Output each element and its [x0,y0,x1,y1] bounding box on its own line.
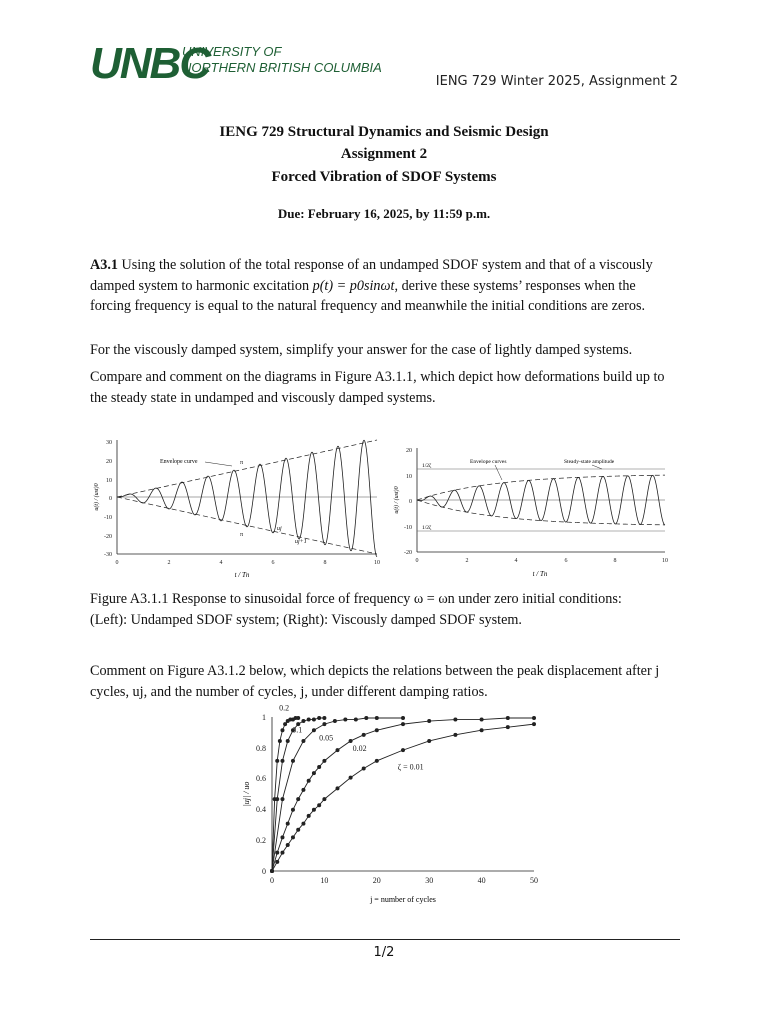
y-axis-label: u(t) / (ust)0 [94,483,100,511]
title-line-2: Assignment 2 [340,146,428,162]
y-tick: -10 [104,515,112,521]
x-tick: 20 [372,876,381,885]
y-tick: 30 [106,440,112,446]
level-label-upper: 1/2ζ [422,463,432,469]
figure-undamped [92,432,392,587]
data-point [317,803,321,807]
a31-paragraph-3: Compare and comment on the diagrams in Figure A3.1.1, which depict how deformations build up to the steady state in undamped and viscously damped systems. [90,369,665,406]
series-label: 0.02 [352,744,367,754]
x-axis-label: j = number of cycles [370,895,436,904]
data-point [312,771,316,775]
a31-paragraph-1 [90,255,680,317]
x-tick: 6 [564,558,568,564]
data-point [349,776,353,780]
data-point [275,759,279,763]
data-point [532,716,536,720]
envelope-lower [117,497,377,554]
data-point [362,733,366,737]
x-tick: 40 [477,876,486,885]
x-tick: 8 [613,558,617,564]
data-point [322,722,326,726]
a31-label: A3.1 [90,257,118,273]
data-point [532,722,536,726]
data-point [354,718,358,722]
data-point [301,739,305,743]
uj1-label: uj+1 [295,539,307,545]
envelope-annotation: Envelope curves [470,459,507,465]
data-point [375,728,379,732]
y-tick: 0.4 [256,805,266,814]
pi-label-upper: π [240,460,244,466]
y-tick: 0 [409,499,412,505]
envelope-lower [417,500,665,525]
data-point [333,719,337,723]
data-point [312,728,316,732]
logo-line-2: NORTHERN BRITISH COLUMBIA [182,60,382,75]
y-tick: 0.6 [256,774,266,783]
due-date: Due: February 16, 2025, by 11:59 p.m. [277,206,491,221]
a31-p1-part-a: Using the solution of the total response of an undamped SDOF system and that of a viscously damped system to harmonic excitation [90,257,653,294]
data-point [322,716,326,720]
data-point [364,716,368,720]
x-tick: 0 [415,558,419,564]
uj-label: uj [277,526,282,532]
data-point [301,788,305,792]
data-point [291,808,295,812]
x-tick: 2 [465,558,469,564]
data-point [453,733,457,737]
data-point [307,718,311,722]
data-point [275,797,279,801]
y-tick: -30 [104,552,112,558]
title-line-3: Forced Vibration of SDOF Systems [271,169,497,185]
data-point [296,716,300,720]
x-axis-label: t / Tn [234,571,250,579]
data-point [280,835,284,839]
x-tick: 10 [374,560,380,566]
series-line [272,718,403,871]
data-point [270,869,274,873]
data-point [283,722,287,726]
figure-damped [392,440,682,587]
y-tick: -10 [404,525,412,531]
data-point [280,851,284,855]
data-point [336,748,340,752]
caption-line-2: (Left): Undamped SDOF system; (Right): Viscously damped SDOF system. [90,611,522,628]
data-point [280,728,284,732]
series-line [272,718,534,871]
logo-line-1: UNIVERSITY OF [182,44,282,59]
figure-a312-chart [240,705,550,915]
data-point [336,786,340,790]
x-tick: 2 [167,560,171,566]
x-tick: 8 [323,560,327,566]
y-tick: 0.2 [256,836,266,845]
pi-label-lower: π [240,532,244,538]
data-point [286,739,290,743]
x-tick: 10 [320,876,329,885]
y-tick: 20 [106,459,112,465]
y-tick: 0.8 [256,744,266,753]
data-point [322,797,326,801]
data-point [307,779,311,783]
data-point [275,860,279,864]
y-tick: 10 [406,474,412,480]
data-point [291,835,295,839]
data-point [375,759,379,763]
data-point [280,797,284,801]
series-label: 0.1 [292,725,303,735]
data-point [427,739,431,743]
y-tick: 0 [262,867,266,876]
data-point [506,716,510,720]
x-tick: 30 [425,876,434,885]
series-line [272,724,534,871]
y-tick: 20 [406,448,412,454]
data-point [275,851,279,855]
series-label: 0.2 [279,705,290,713]
y-tick: -20 [404,550,412,556]
data-point [312,718,316,722]
undamped-response-curve [117,440,377,556]
y-tick: 0 [109,496,112,502]
y-axis-label: u(t) / (ust)0 [394,486,400,514]
data-point [480,728,484,732]
data-point [278,739,282,743]
data-point [296,797,300,801]
x-axis-label: t / Tn [532,570,548,578]
a31-paragraph-4: Comment on Figure A3.1.2 below, which depicts the relations between the peak displacement after j cycles, uj, and the number of cycles, j, under different damping ratios. [90,663,660,700]
data-point [317,716,321,720]
y-tick: -20 [104,534,112,540]
x-tick: 4 [219,560,223,566]
x-tick: 0 [115,560,119,566]
data-point [427,719,431,723]
a31-p1-part-b: , derive these systems’ responses when the forcing frequency is equal to the natural frequency and meanwhile the initial conditions are zeros. [90,277,646,314]
data-point [296,828,300,832]
y-tick: 1 [262,713,266,722]
data-point [506,725,510,729]
data-point [401,748,405,752]
data-point [312,808,316,812]
x-tick: 6 [271,560,275,566]
series-label: 0.05 [319,733,334,743]
title-line-1: IENG 729 Structural Dynamics and Seismic Design [219,124,549,140]
data-point [286,822,290,826]
data-point [480,718,484,722]
y-axis-label: |uj| / uo [242,781,251,807]
data-point [349,739,353,743]
data-point [453,718,457,722]
data-point [375,716,379,720]
page-number: 1/2 [373,945,395,960]
caption-line-1: Figure A3.1.1 Response to sinusoidal force of frequency ω = ωn under zero initial conditions: [90,591,622,607]
x-tick: 10 [662,558,668,564]
data-point [343,718,347,722]
data-point [322,759,326,763]
steady-state-annotation: Steady-state amplitude [564,459,615,465]
level-label-lower: 1/2ζ [422,525,432,531]
x-tick: 4 [514,558,518,564]
envelope-annotation: Envelope curve [160,459,198,465]
figure-a311-caption [90,589,680,630]
data-point [301,822,305,826]
data-point [401,716,405,720]
unbc-logo-text [182,44,382,76]
data-point [362,766,366,770]
x-tick: 0 [270,876,274,885]
data-point [280,759,284,763]
x-tick: 50 [530,876,538,885]
data-point [301,719,305,723]
y-tick: 10 [106,478,112,484]
excitation-formula: p(t) = p0sinωt [312,277,395,294]
data-point [401,722,405,726]
data-point [317,765,321,769]
unbc-logo-mark: UNBC [90,39,210,88]
data-point [291,759,295,763]
data-point [307,814,311,818]
course-tag: IENG 729 Winter 2025, Assignment 2 [435,74,678,89]
a31-paragraph-2: For the viscously damped system, simplify your answer for the case of lightly damped systems. [90,342,633,358]
envelope-upper [417,475,665,500]
footer-divider [90,939,680,940]
series-label: ζ = 0.01 [397,762,424,772]
data-point [286,843,290,847]
